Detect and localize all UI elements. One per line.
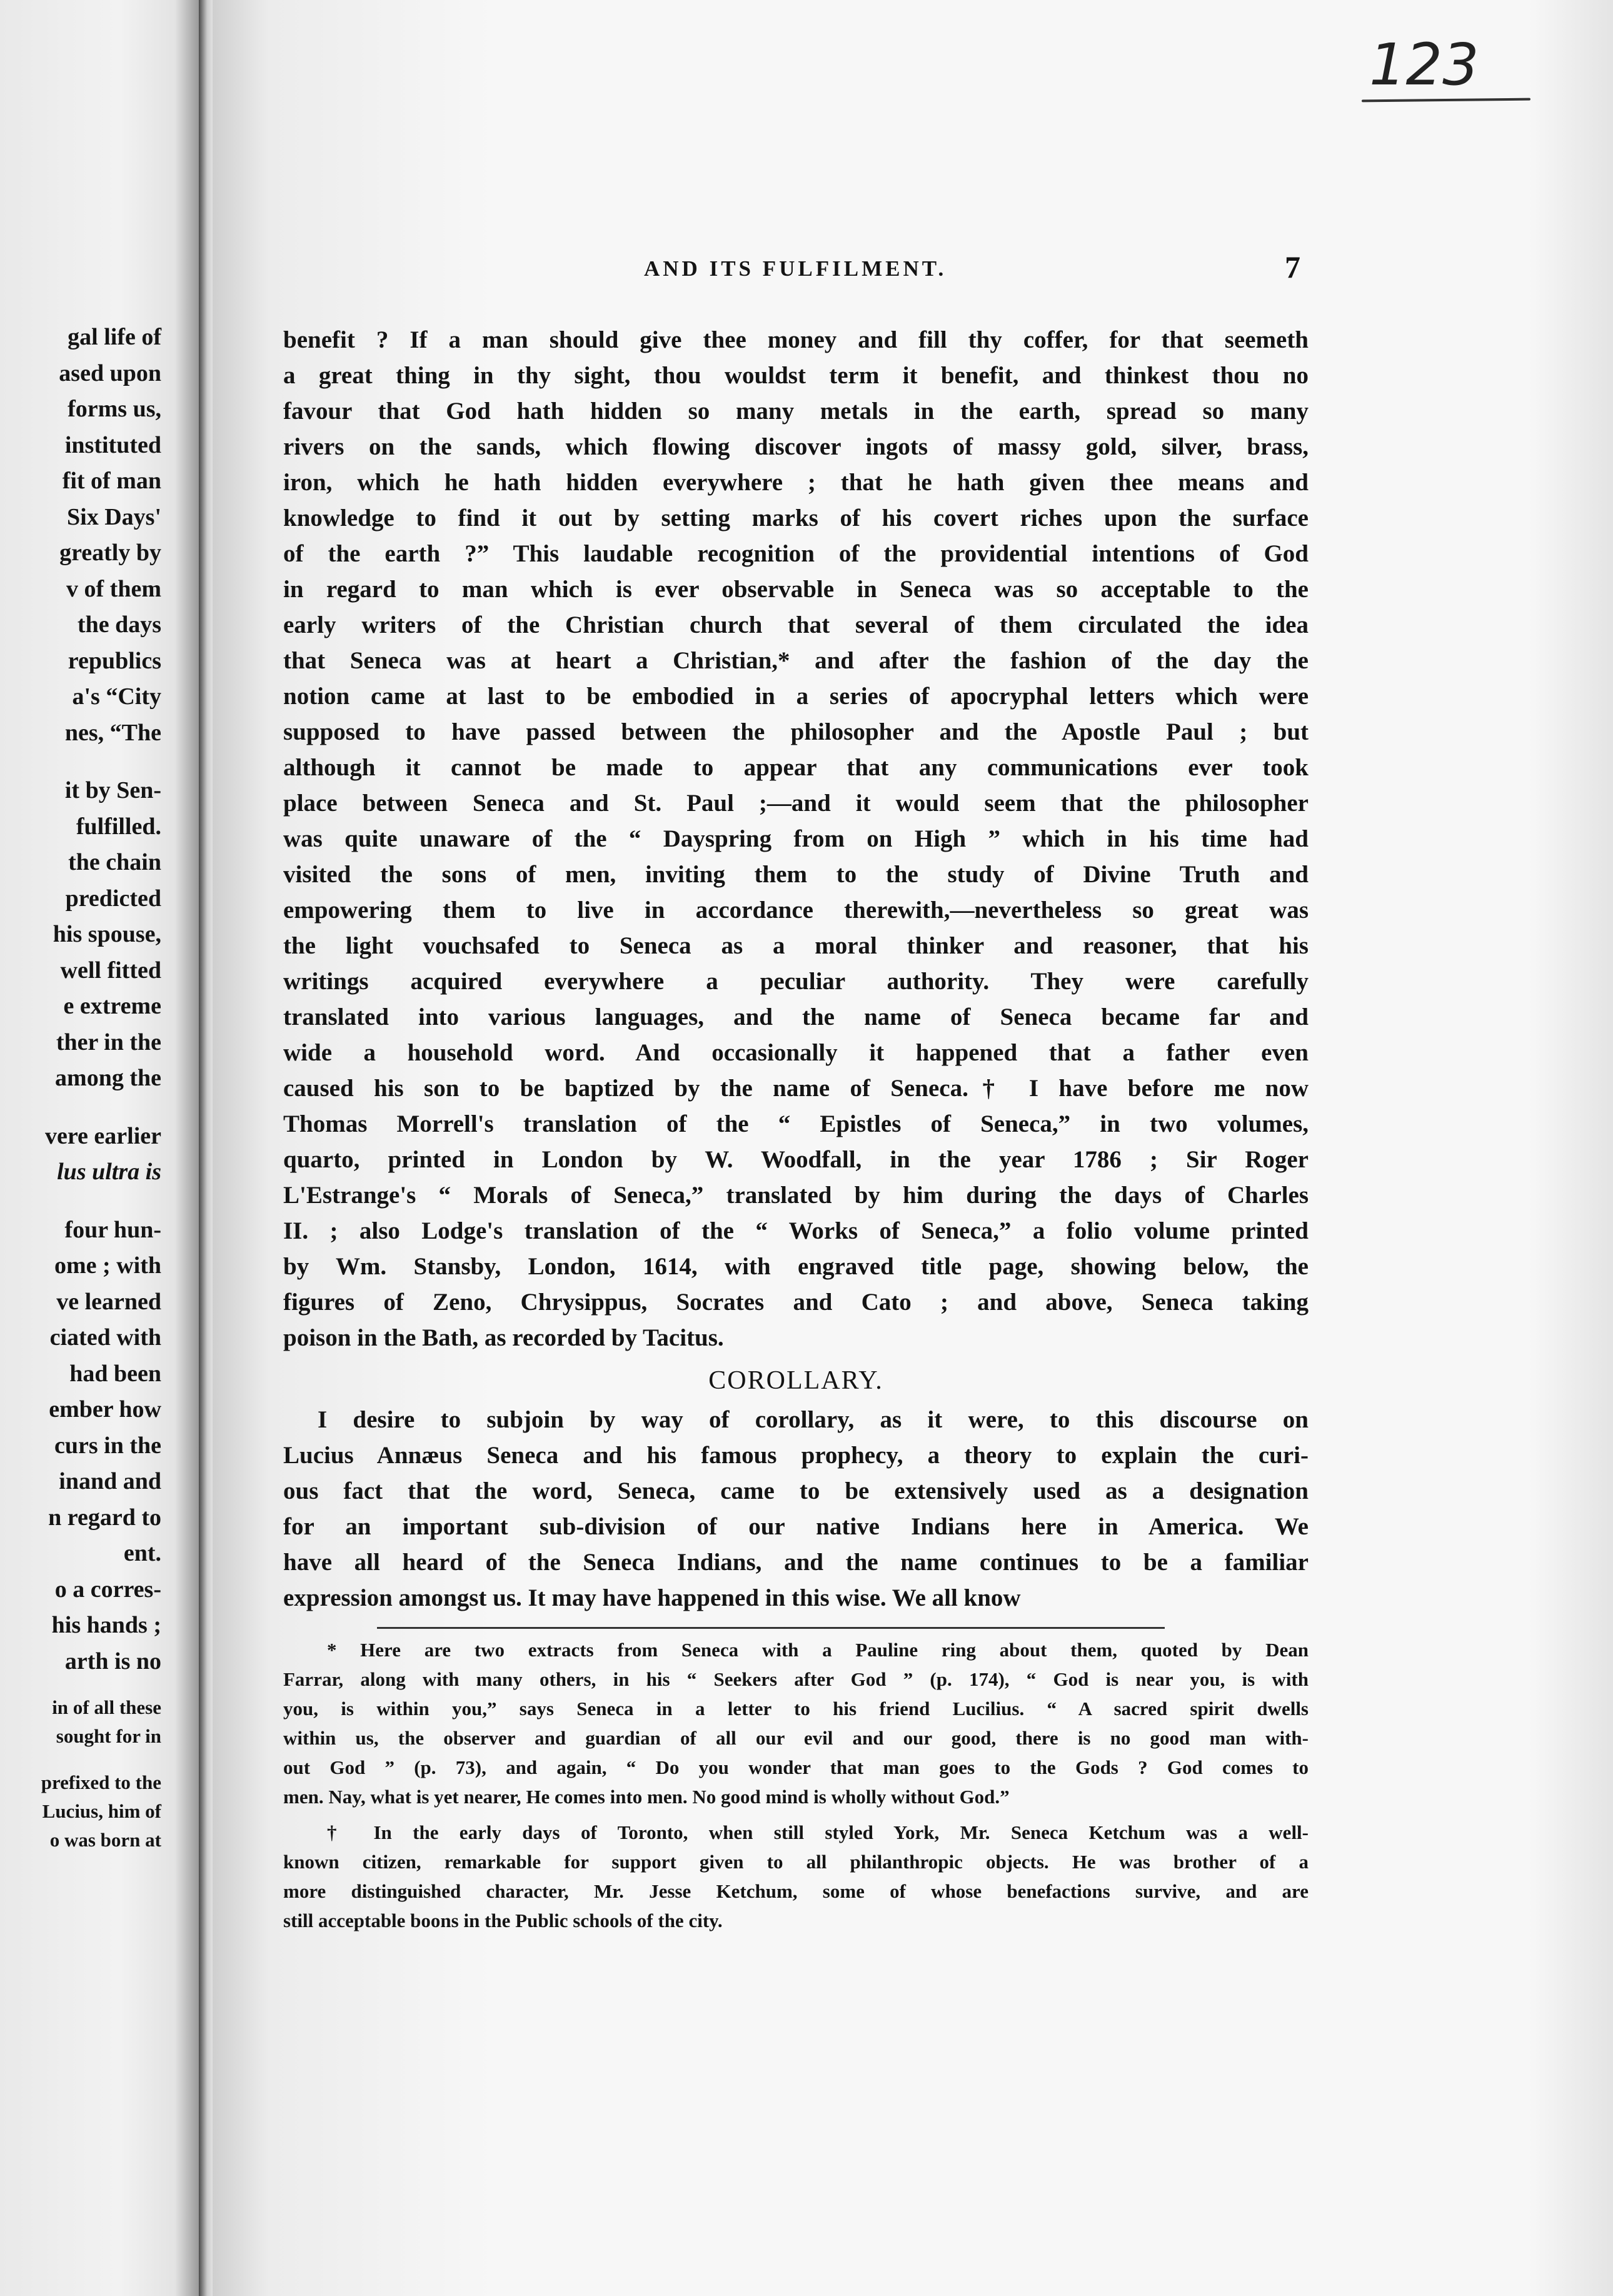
left-page-fragment: the chain <box>68 849 161 875</box>
footnote-line: Farrar, along with many others, in his “ Seekers after God ” (p. 174), “ God is near you, is with <box>283 1668 1309 1690</box>
left-page-fragment: ther in the <box>56 1029 161 1055</box>
left-page-fragment: ome ; with <box>54 1252 161 1279</box>
body-text <box>283 322 1309 1935</box>
left-page-fragment: gal life of <box>68 324 161 350</box>
left-page-fragment: instituted <box>64 431 161 458</box>
left-page-fragment: n regard to <box>48 1504 161 1531</box>
left-page-fragment: curs in the <box>54 1432 161 1459</box>
left-page-fragment: ased upon <box>59 360 161 386</box>
left-page-fragment: vere earlier <box>45 1122 161 1149</box>
text-line: benefit ? If a man should give thee money and fill thy coffer, for that seemeth <box>283 326 1309 353</box>
left-page-fragment: the days <box>77 612 161 638</box>
left-page-fragment: o a corres- <box>54 1576 161 1603</box>
left-page-fragment: lus ultra is <box>57 1159 161 1185</box>
left-page-fragment: fit of man <box>62 468 161 494</box>
handwritten-page-number: 123 <box>1369 31 1479 98</box>
book-page <box>213 0 1613 2296</box>
left-page-fragment: his hands ; <box>51 1612 161 1638</box>
folio-number: 7 <box>1285 249 1300 284</box>
text-line: figures of Zeno, Chrysippus, Socrates and Cato ; and above, Seneca taking <box>283 1289 1309 1316</box>
text-line: a great thing in thy sight, thou wouldst term it benefit, and thinkest thou no <box>283 362 1309 389</box>
text-line: although it cannot be made to appear that any communications ever took <box>283 754 1309 781</box>
left-page-fragment: Six Days' <box>67 503 161 530</box>
text-line: for an important sub-division of our native Indians here in America. We <box>283 1513 1309 1540</box>
footnote-line: out God ” (p. 73), and again, “ Do you wonder that man goes to the Gods ? God comes to <box>283 1756 1309 1778</box>
footnote-line: within us, the observer and guardian of all our evil and our good, there is no good man with- <box>283 1727 1309 1749</box>
main-paragraph <box>283 322 1309 1356</box>
text-line: Lucius Annæus Seneca and his famous prophecy, a theory to explain the curi- <box>283 1442 1309 1469</box>
footnote-line: known citizen, remarkable for support given to all philanthropic objects. He was brother of a <box>283 1851 1309 1873</box>
text-line: wide a household word. And occasionally it happened that a father even <box>283 1039 1309 1066</box>
text-line: have all heard of the Seneca Indians, and the name continues to be a familiar <box>283 1549 1309 1576</box>
left-page-fragment: it by Sen- <box>64 777 161 803</box>
text-line: favour that God hath hidden so many metals in the earth, spread so many <box>283 398 1309 425</box>
left-page-fragment: v of them <box>66 575 161 602</box>
text-line: that Seneca was at heart a Christian,* and after the fashion of the day the <box>283 647 1309 674</box>
left-page-fragment: in of all these <box>52 1696 161 1718</box>
corollary-heading: COROLLARY. <box>708 1366 883 1395</box>
text-line: knowledge to find it out by setting marks of his covert riches upon the surface <box>283 505 1309 531</box>
text-line: notion came at last to be embodied in a series of apocryphal letters which were <box>283 683 1309 710</box>
footnote-line: more distinguished character, Mr. Jesse Ketchum, some of whose benefactions survive, and are <box>283 1880 1309 1902</box>
left-page-fragment: forms us, <box>68 396 161 422</box>
corollary-paragraph <box>283 1402 1309 1616</box>
left-page-fragment: Lucius, him of <box>42 1800 161 1822</box>
footnote-line: † In the early days of Toronto, when still styled York, Mr. Seneca Ketchum was a well- <box>327 1821 1309 1843</box>
text-line: quarto, printed in London by W. Woodfall, in the year 1786 ; Sir Roger <box>283 1146 1309 1173</box>
left-page-fragment: had been <box>69 1360 161 1387</box>
text-line: I desire to subjoin by way of corollary, as it were, to this discourse on <box>318 1406 1309 1433</box>
running-head: AND ITS FULFILMENT. <box>644 256 947 281</box>
left-page-fragment: prefixed to the <box>41 1771 161 1793</box>
text-line: translated into various languages, and the name of Seneca became far and <box>283 1004 1309 1030</box>
left-page-fragment: predicted <box>65 885 161 912</box>
left-page-fragment: among the <box>55 1065 161 1091</box>
text-line: by Wm. Stansby, London, 1614, with engraved title page, showing below, the <box>283 1253 1309 1280</box>
footnote-star <box>283 1635 1309 1811</box>
left-page-fragment: republics <box>68 647 161 674</box>
text-line: rivers on the sands, which flowing discover ingots of massy gold, silver, brass, <box>283 433 1309 460</box>
text-line: L'Estrange's “ Morals of Seneca,” translated by him during the days of Charles <box>283 1182 1309 1209</box>
left-page-fragment: greatly by <box>59 540 161 566</box>
text-line: supposed to have passed between the philosopher and the Apostle Paul ; but <box>283 718 1309 745</box>
left-page-fragment: ve learned <box>56 1288 161 1315</box>
left-page-fragment: ent. <box>123 1540 161 1566</box>
text-line: II. ; also Lodge's translation of the “ Works of Seneca,” a folio volume printed <box>283 1217 1309 1244</box>
previous-page-strip <box>0 0 199 2296</box>
footnote-line: * Here are two extracts from Seneca with a Pauline ring about them, quoted by Dean <box>327 1639 1309 1661</box>
left-page-fragment: arth is no <box>64 1648 161 1674</box>
text-line: expression amongst us. It may have happened in this wise. We all know <box>283 1584 1021 1611</box>
left-page-fragment: a's “City <box>72 683 161 710</box>
text-line: of the earth ?” This laudable recognition of the providential intentions of God <box>283 540 1309 567</box>
text-line: early writers of the Christian church that several of them circulated the idea <box>283 612 1309 638</box>
footnote-line: still acceptable boons in the Public schools of the city. <box>283 1910 723 1931</box>
left-page-fragment: ciated with <box>49 1324 161 1351</box>
text-line: Thomas Morrell's translation of the “ Epistles of Seneca,” in two volumes, <box>283 1110 1309 1137</box>
text-line: was quite unaware of the “ Dayspring from on High ” which in his time had <box>283 825 1309 852</box>
left-page-fragment: well fitted <box>60 957 161 984</box>
book-gutter <box>199 0 213 2296</box>
left-page-fragment: inand and <box>59 1468 161 1494</box>
left-page-fragment: ember how <box>49 1396 161 1422</box>
text-line: caused his son to be baptized by the name of Seneca.† I have before me now <box>283 1075 1309 1102</box>
left-page-fragment: nes, “The <box>64 719 161 746</box>
text-line: ous fact that the word, Seneca, came to be extensively used as a designation <box>283 1478 1309 1504</box>
text-line: place between Seneca and St. Paul ;—and it would seem that the philosopher <box>283 790 1309 817</box>
left-page-fragment: e extreme <box>63 993 161 1019</box>
footnote-dagger <box>283 1818 1309 1935</box>
text-line: the light vouchsafed to Seneca as a moral thinker and reasoner, that his <box>283 932 1309 959</box>
left-page-fragment: o was born at <box>49 1829 161 1851</box>
text-line: visited the sons of men, inviting them to the study of Divine Truth and <box>283 861 1309 888</box>
page-number-underline <box>1362 98 1530 103</box>
left-page-fragment: fulfilled. <box>76 813 161 840</box>
left-page-fragment: sought for in <box>56 1725 161 1747</box>
text-line: writings acquired everywhere a peculiar authority. They were carefully <box>283 968 1309 995</box>
text-line: empowering them to live in accordance therewith,—nevertheless so great was <box>283 897 1309 924</box>
left-page-fragment: four hun- <box>64 1216 161 1243</box>
footnote-line: men. Nay, what is yet nearer, He comes into men. No good mind is wholly without God.” <box>283 1786 1010 1808</box>
text-line: poison in the Bath, as recorded by Tacitus. <box>283 1324 724 1351</box>
footnote-rule <box>377 1627 1165 1629</box>
footnote-line: you, is within you,” says Seneca in a letter to his friend Lucilius. “ A sacred spirit dwells <box>283 1698 1309 1719</box>
text-line: in regard to man which is ever observable in Seneca was so acceptable to the <box>283 576 1309 603</box>
text-line: iron, which he hath hidden everywhere ; that he hath given thee means and <box>283 469 1309 496</box>
left-page-fragment: his spouse, <box>53 921 161 947</box>
